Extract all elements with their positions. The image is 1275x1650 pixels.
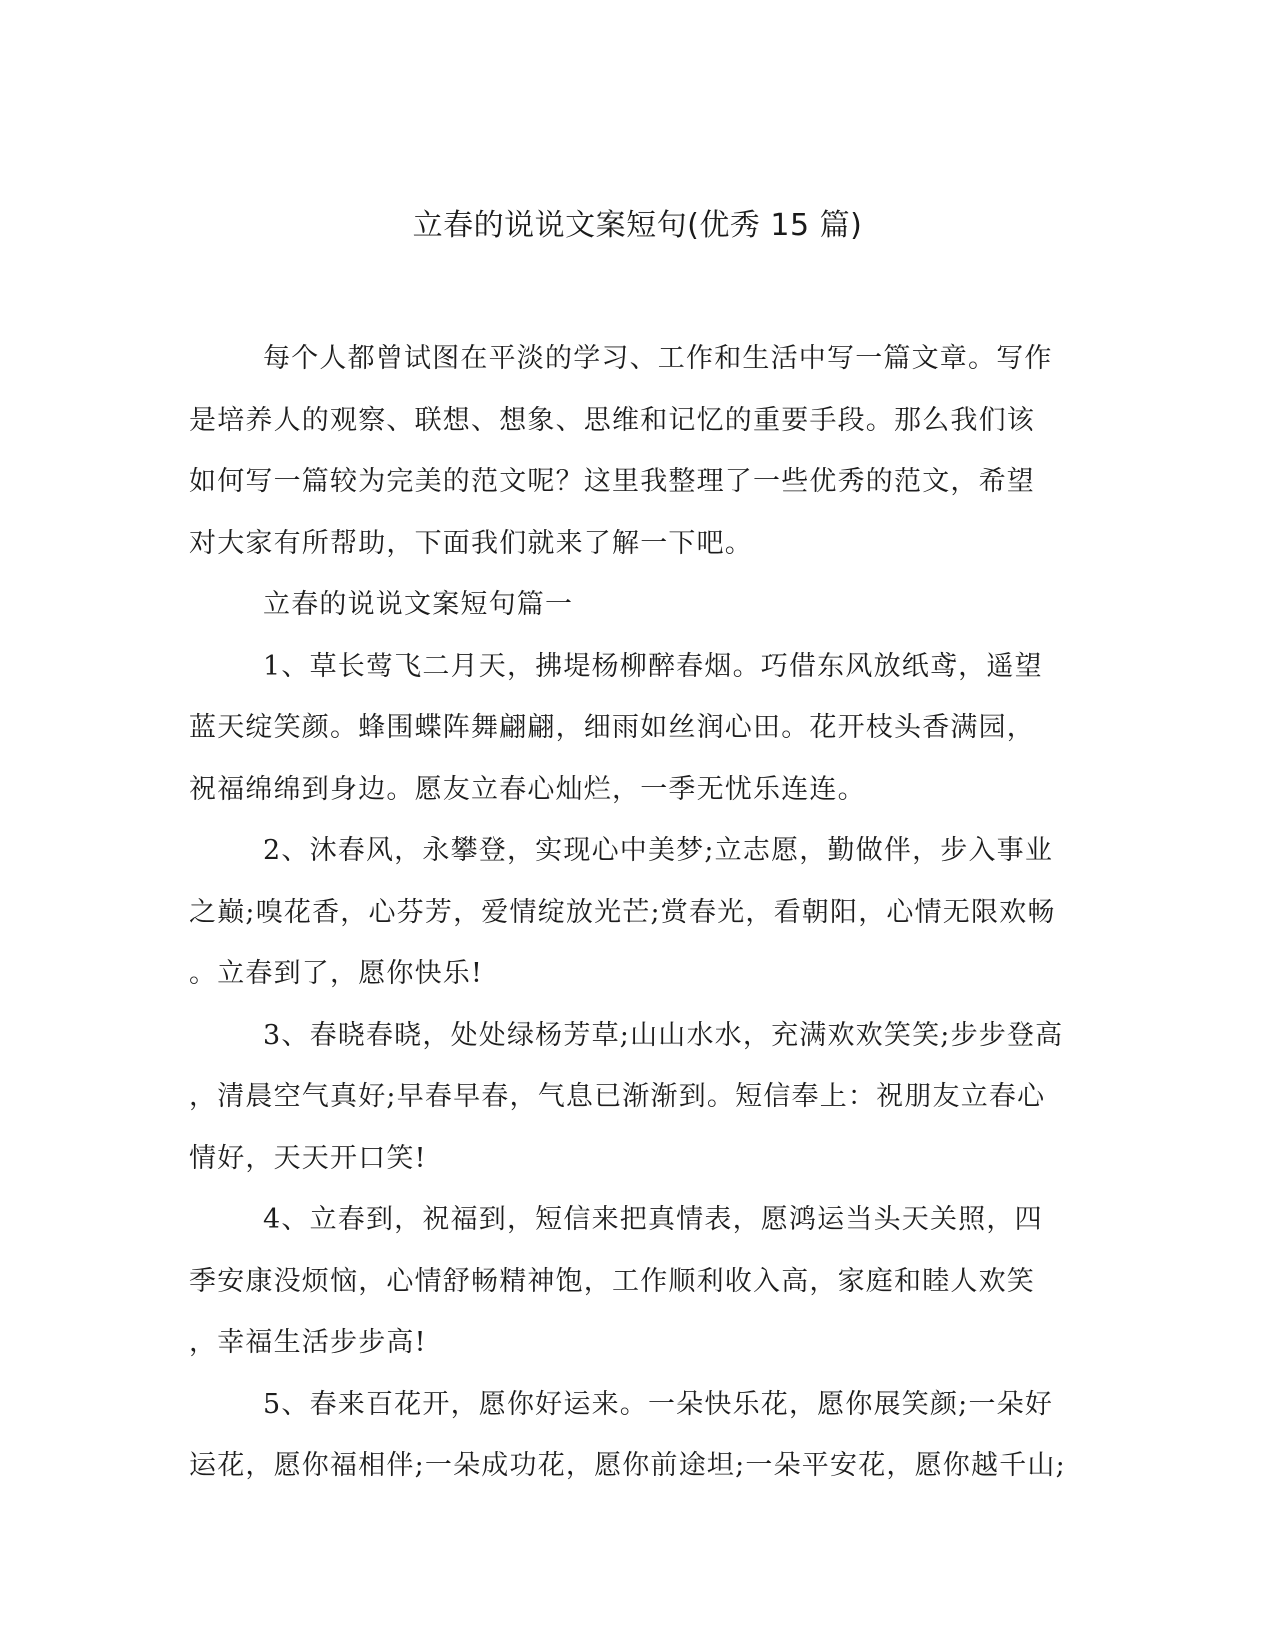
text-line: 1、草长莺飞二月天，拂堤杨柳醉春烟。巧借东风放纸鸢，遥望 [263,650,1043,682]
text-line: ，清晨空气真好;早春早春，气息已渐渐到。短信奉上：祝朋友立春心 [189,1081,1046,1112]
text-line: 如何写一篇较为完美的范文呢？这里我整理了一些优秀的范文，希望 [189,466,1035,497]
text-line: 。立春到了，愿你快乐! [189,958,484,989]
text-line: 季安康没烦恼，心情舒畅精神饱，工作顺利收入高，家庭和睦人欢笑 [189,1265,1035,1297]
text-line: 情好，天天开口笑! [189,1142,427,1174]
text-line: 4、立春到，祝福到，短信来把真情表，愿鸿运当头天关照，四 [263,1204,1043,1235]
text-line: 2、沐春风，永攀登，实现心中美梦;立志愿，勤做伴，步入事业 [263,835,1054,866]
document-title: 立春的说说文案短句(优秀 15 篇) [412,208,863,243]
text-line: 3、春晓春晓，处处绿杨芳草;山山水水，充满欢欢笑笑;步步登高 [263,1019,1064,1051]
text-line: ，幸福生活步步高! [189,1327,427,1358]
text-line: 对大家有所帮助，下面我们就来了解一下吧。 [189,527,753,559]
text-line: 5、春来百花开，愿你好运来。一朵快乐花，愿你展笑颜;一朵好 [263,1388,1054,1420]
text-line: 每个人都曾试图在平淡的学习、工作和生活中写一篇文章。写作 [263,343,1053,374]
text-line: 立春的说说文案短句篇一 [263,589,574,620]
text-line: 是培养人的观察、联想、想象、思维和记忆的重要手段。那么我们该 [189,404,1035,436]
text-line: 之巅;嗅花香，心芬芳，爱情绽放光芒;赏春光，看朝阳，心情无限欢畅 [189,896,1056,928]
text-line: 运花，愿你福相伴;一朵成功花，愿你前途坦;一朵平安花，愿你越千山; [189,1450,1066,1481]
text-line: 祝福绵绵到身边。愿友立春心灿烂，一季无忧乐连连。 [189,773,866,805]
document-body [189,328,1081,1497]
text-line: 蓝天绽笑颜。蜂围蝶阵舞翩翩，细雨如丝润心田。花开枝头香满园， [189,712,1035,743]
